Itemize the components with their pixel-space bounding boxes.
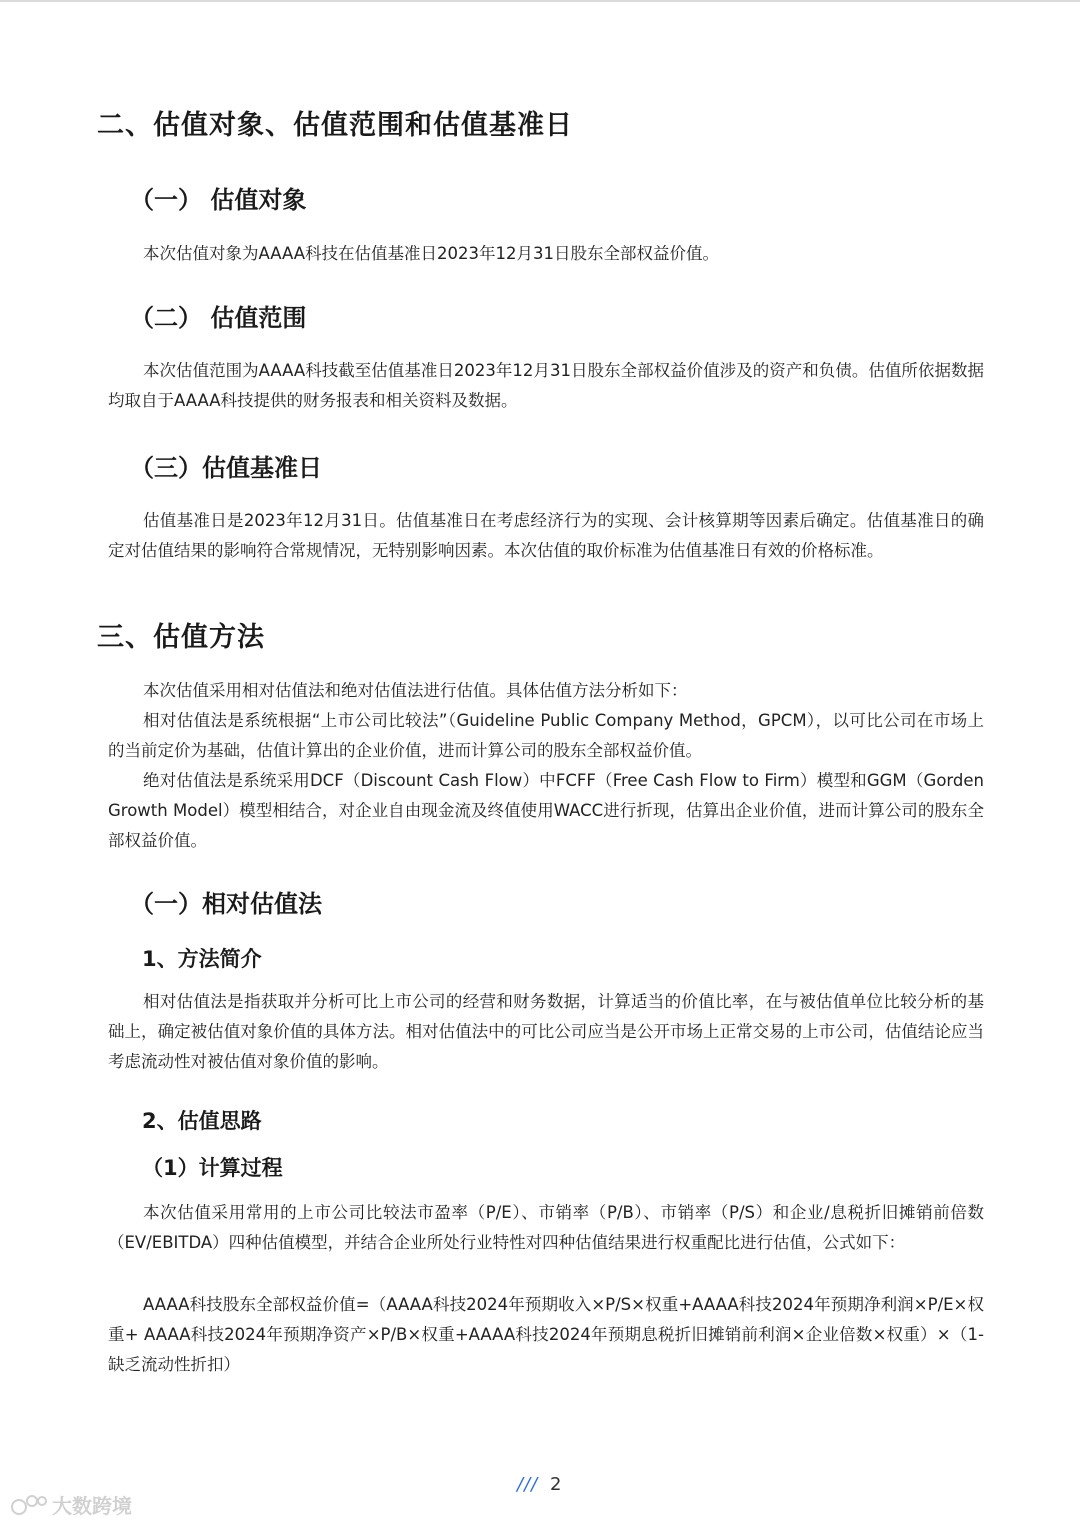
section-3-1-2-1-formula: AAAA科技股东全部权益价值=（AAAA科技2024年预期收入×P/S×权重+AAAA科技2024年预期净利润×P/E×权重+ AAAA科技2024年预期净资产×P/B×权重+AAAA科技2024年预期息税折旧摊销前利润×企业倍数×权重）×（1-缺乏流动性折扣） (108, 1295, 984, 1374)
section-2-title: 二、估值对象、估值范围和估值基准日 (97, 110, 573, 141)
top-rule (0, 0, 1080, 2)
section-3-1-2-title: 2、估值思路 (142, 1109, 262, 1133)
watermark (10, 1490, 132, 1519)
section-3-para-3: 绝对估值法是系统采用DCF（Discount Cash Flow）中FCFF（Free Cash Flow to Firm）模型和GGM（Gorden Growth Model）模型相结合，对企业自由现金流及终值使用WACC进行折现，估算出企业价值，进而计算公司的股东全部权益价值。 (108, 771, 984, 850)
section-2-1-title: （一） 估值对象 (130, 186, 307, 214)
section-3-1-1-text: 相对估值法是指获取并分析可比上市公司的经营和财务数据，计算适当的价值比率，在与被估值单位比较分析的基础上，确定被估值对象价值的具体方法。相对估值法中的可比公司应当是公开市场上正常交易的上市公司，估值结论应当考虑流动性对被估值对象价值的影响。 (108, 992, 984, 1071)
section-3-para-2: 相对估值法是系统根据“上市公司比较法”（Guideline Public Company Method，GPCM），以可比公司在市场上的当前定价为基础，估值计算出的企业价值，进而计算公司的股东全部权益价值。 (108, 711, 984, 760)
page-number-footer (517, 1474, 561, 1495)
section-3-1-2-1-title: （1）计算过程 (142, 1156, 283, 1180)
section-2-2-title: （二） 估值范围 (130, 304, 307, 332)
section-2-2-text: 本次估值范围为AAAA科技截至估值基准日2023年12月31日股东全部权益价值涉及的资产和负债。估值所依据数据均取自于AAAA科技提供的财务报表和相关资料及数据。 (108, 361, 984, 410)
section-2-1-text: 本次估值对象为AAAA科技在估值基准日2023年12月31日股东全部权益价值。 (143, 244, 720, 263)
page-mark-icon: /// (517, 1474, 539, 1495)
section-3-1-1-title: 1、方法简介 (142, 947, 262, 971)
section-3-1-title: （一）相对估值法 (130, 890, 322, 918)
section-2-3-title: （三）估值基准日 (130, 454, 322, 482)
section-2-3-text: 估值基准日是2023年12月31日。估值基准日在考虑经济行为的实现、会计核算期等因素后确定。估值基准日的确定对估值结果的影响符合常规情况，无特别影响因素。本次估值的取价标准为估值基准日有效的价格标准。 (108, 511, 984, 560)
watermark-logo-icon (10, 1492, 48, 1518)
section-3-1-2-1-para-1: 本次估值采用常用的上市公司比较法市盈率（P/E）、市销率（P/B）、市销率（P/S）和企业/息税折旧摊销前倍数（EV/EBITDA）四种估值模型，并结合企业所处行业特性对四种估值结果进行权重配比进行估值，公式如下： (108, 1203, 984, 1252)
watermark-text: 大数跨境 (52, 1494, 132, 1518)
section-3-para-1: 本次估值采用相对估值法和绝对估值法进行估值。具体估值方法分析如下： (143, 681, 688, 700)
page-number: 2 (549, 1474, 562, 1495)
section-3-title: 三、估值方法 (97, 622, 265, 653)
